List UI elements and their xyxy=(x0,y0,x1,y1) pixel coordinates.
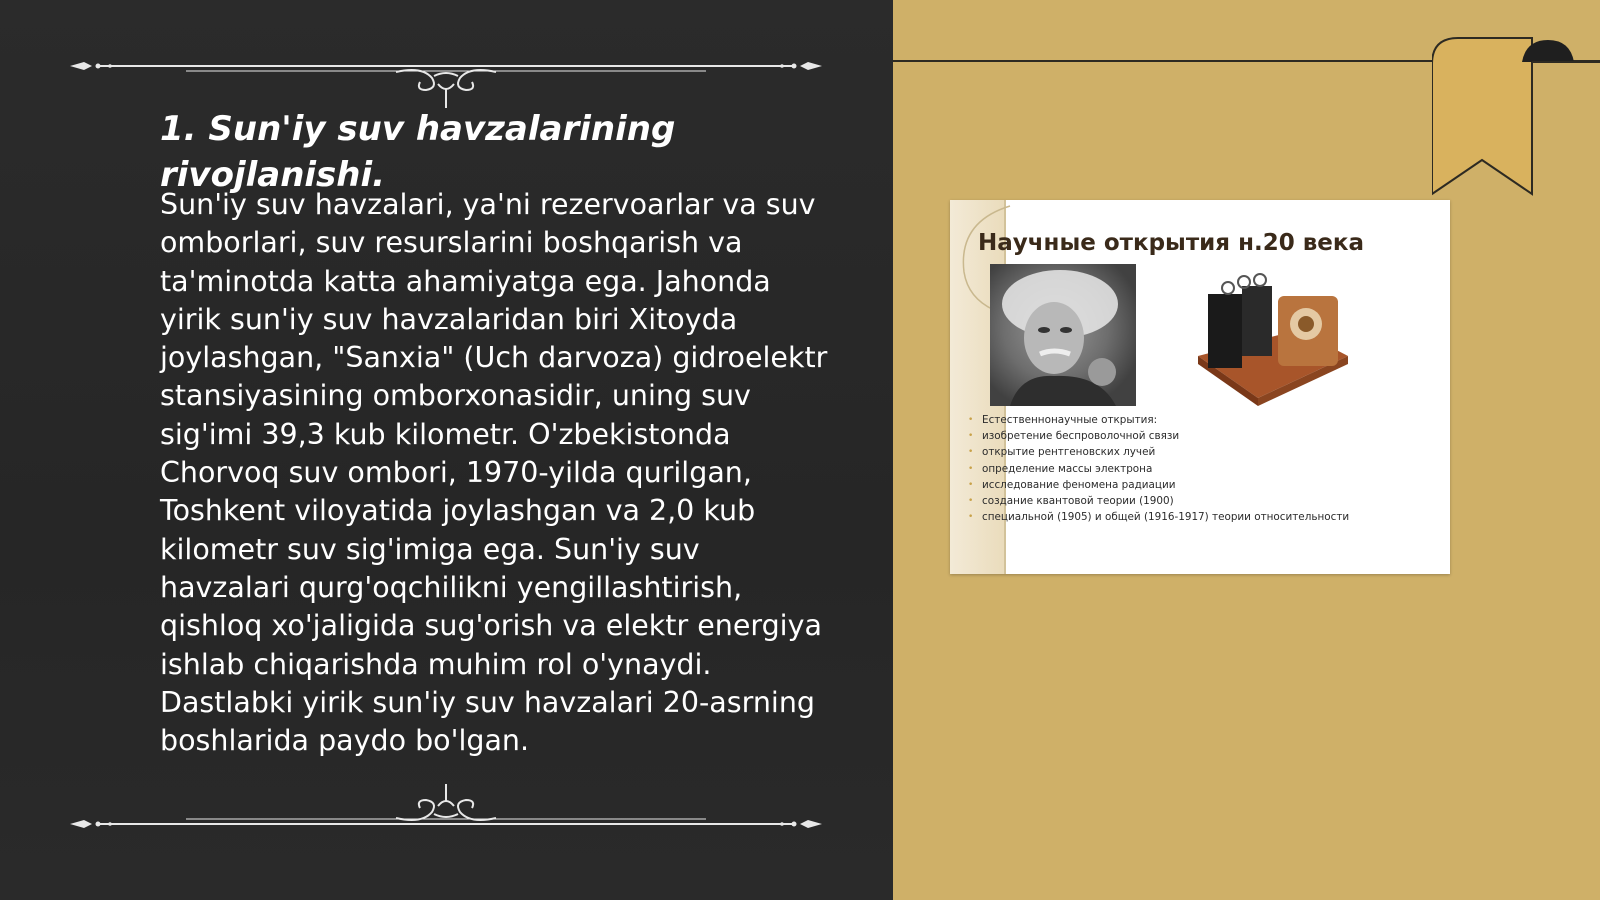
bullet-icon: • xyxy=(968,415,974,425)
bullet-icon: • xyxy=(968,495,974,506)
bullet-icon: • xyxy=(968,479,974,490)
bullet-icon: • xyxy=(968,447,974,458)
embedded-slide-card xyxy=(950,200,1450,574)
section-title: 1. Sun'iy suv havzalarining rivojlanishi. xyxy=(160,109,676,195)
body-paragraph: Sun'iy suv havzalari, ya'ni rezervoarlar va suv omborlari, suv resurslarini boshqarish va ta'minotda katta ahamiyatga ega. Jahonda yirik sun'iy suv havzalaridan biri Xitoyda joylashgan, "Sanxia" (Uch darvoza) gidroelektr stansiyasining omborxonasidir, uning suv sig'imi 39,3 kub kilometr. O'zbekistonda Chorvoq suv ombori, 1970-yilda qurilgan, Toshkent viloyatida joylashgan va 2,0 kub kilometr suv sig'imiga ega. Sun'iy suv havzalari qurg'oqchilikni yengillashtirish, qishloq xo'jaligida sug'orish va elektr energiya ishlab chiqarishda muhim rol o'ynaydi. Dastlabki yirik sun'iy suv havzalari 20-asrning boshlarida paydo bo'lgan. xyxy=(160,188,828,758)
list-item: • открытие рентгеновских лучей xyxy=(966,444,1436,460)
bookmark-ribbon-icon xyxy=(1432,34,1600,200)
slide-bullet-list xyxy=(966,412,1436,525)
list-item: • изобретение беспроволочной связи xyxy=(966,428,1436,444)
list-item: • Естественнонаучные открытия: xyxy=(966,412,1436,428)
bullet-icon: • xyxy=(968,512,974,523)
bullet-icon: • xyxy=(968,431,974,442)
portrait-photo-icon xyxy=(990,264,1136,406)
list-item: • исследование феномена радиации xyxy=(966,477,1436,493)
list-item: • определение массы электрона xyxy=(966,461,1436,477)
bottom-ornament-divider xyxy=(66,772,826,832)
list-item: • создание квантовой теории (1900) xyxy=(966,493,1436,509)
top-ornament-divider xyxy=(66,52,826,112)
list-item: • специальной (1905) и общей (1916-1917) теории относительности xyxy=(966,509,1436,525)
radio-device-photo-icon xyxy=(1188,266,1358,406)
slide-title: Научные открытия н.20 века xyxy=(978,230,1365,256)
bullet-icon: • xyxy=(968,463,974,474)
